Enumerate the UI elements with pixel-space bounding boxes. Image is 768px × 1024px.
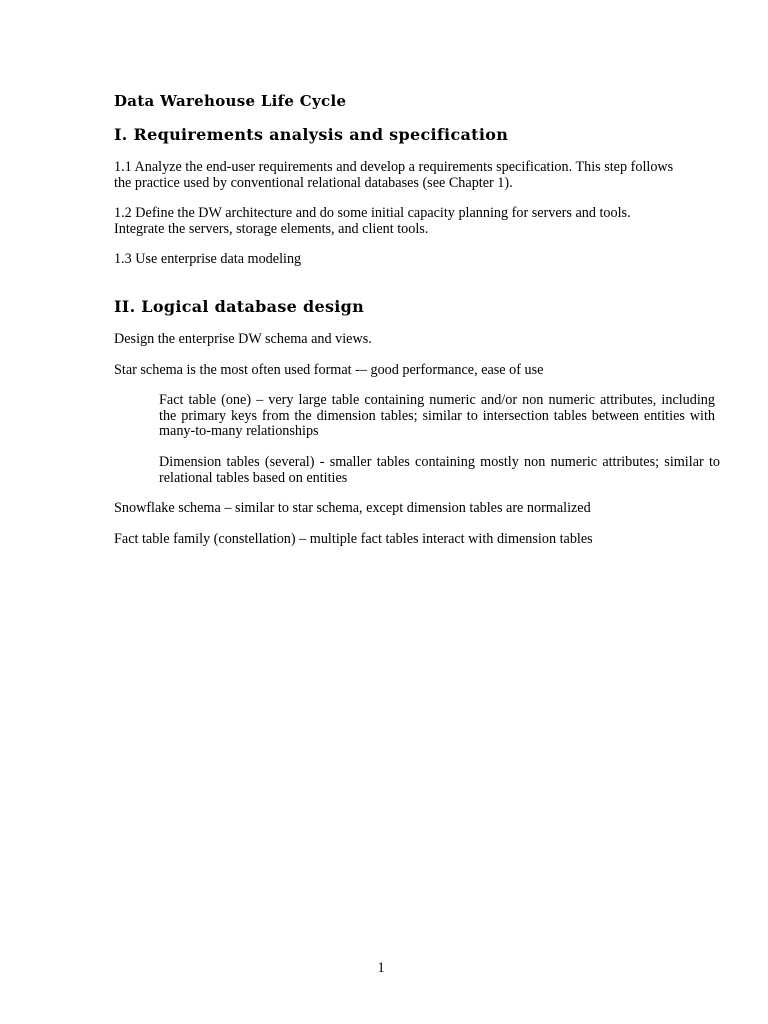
paragraph-snowflake-schema: Snowflake schema – similar to star schema, except dimension tables are normalized	[114, 500, 591, 516]
paragraph-fact-table-family: Fact table family (constellation) – multiple fact tables interact with dimension tables	[114, 531, 593, 547]
paragraph-star-schema: Star schema is the most often used format -– good performance, ease of use	[114, 362, 544, 378]
page-number: 1	[377, 960, 385, 976]
section-heading-logical-design: II. Logical database design	[114, 297, 365, 316]
indented-dimension-tables: Dimension tables (several) - smaller tables containing mostly non numeric attributes; similar to relational tables based on entities	[159, 454, 720, 486]
paragraph-1-2: 1.2 Define the DW architecture and do some initial capacity planning for servers and tools. Integrate the servers, storage elements, and client tools.	[114, 205, 631, 237]
paragraph-1-1: 1.1 Analyze the end-user requirements and develop a requirements specification. This step follows the practice used by conventional relational databases (see Chapter 1).	[114, 159, 674, 191]
paragraph-1-3: 1.3 Use enterprise data modeling	[114, 251, 302, 267]
section-heading-requirements: I. Requirements analysis and specification	[114, 125, 509, 144]
paragraph-design-schema: Design the enterprise DW schema and views.	[114, 331, 372, 347]
document-title: Data Warehouse Life Cycle	[114, 92, 347, 110]
indented-fact-table: Fact table (one) – very large table containing numeric and/or non numeric attributes, including the primary keys from the dimension tables; similar to intersection tables between entities with many-to-many relationships	[159, 392, 715, 439]
